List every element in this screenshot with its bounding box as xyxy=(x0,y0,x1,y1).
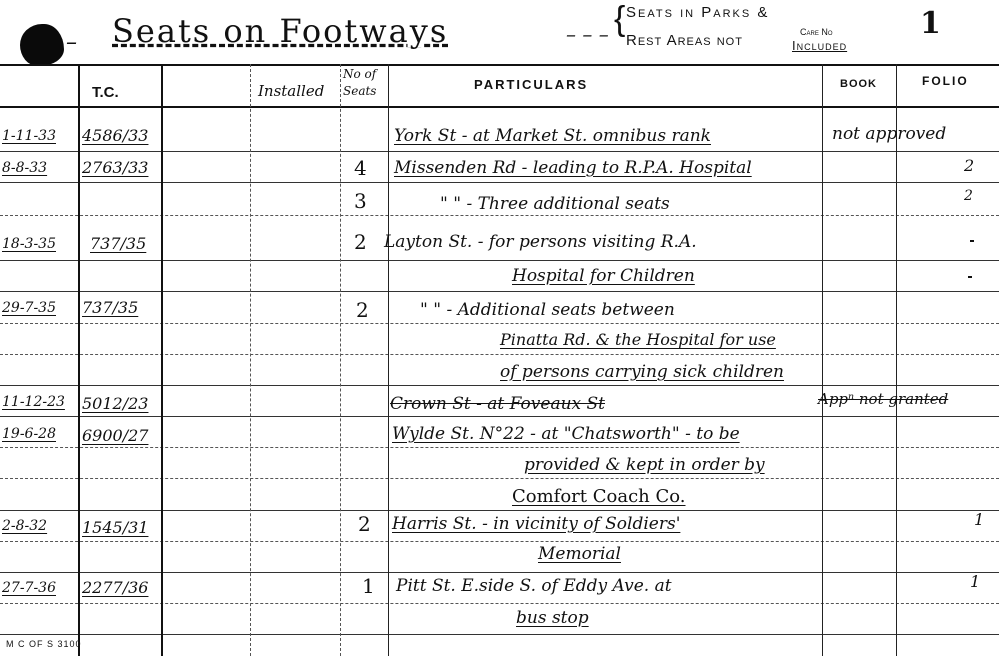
title-note-line1: Seats in Parks & xyxy=(626,4,770,21)
column-divider xyxy=(388,64,389,656)
entry-tc: 5012/23 xyxy=(82,394,149,413)
column-divider xyxy=(822,64,823,656)
header-no-of-seats: No of Seats xyxy=(343,67,377,98)
dash-mark: – xyxy=(66,30,77,55)
entry-particulars: Missenden Rd - leading to R.P.A. Hospital xyxy=(394,158,752,178)
entry-particulars: Memorial xyxy=(538,544,621,564)
entry-seats: 2 xyxy=(358,512,371,536)
title-brace: { xyxy=(614,0,626,38)
row-rule xyxy=(0,416,999,417)
header-bottom-rule xyxy=(0,106,999,108)
column-divider xyxy=(161,64,163,656)
entry-book: not approved xyxy=(832,124,947,144)
tick-mark xyxy=(970,240,974,242)
row-rule xyxy=(0,510,999,511)
entry-particulars: Wylde St. N°22 - at "Chatsworth" - to be xyxy=(392,424,740,444)
dash-mark-2: – – – xyxy=(566,22,609,46)
row-rule xyxy=(0,323,999,324)
entry-date: 11-12-23 xyxy=(2,394,65,410)
entry-tc: 2763/33 xyxy=(82,158,149,177)
entry-particulars: Comfort Coach Co. xyxy=(512,486,686,507)
title-note-care-no: Care No xyxy=(800,27,833,37)
entry-date: 27-7-36 xyxy=(2,580,56,596)
header-top-rule xyxy=(0,64,999,66)
entry-date: 2-8-32 xyxy=(2,518,48,534)
column-divider xyxy=(340,64,341,656)
entry-date: 19-6-28 xyxy=(2,426,56,442)
row-rule xyxy=(0,572,999,573)
entry-particulars: Layton St. - for persons visiting R.A. xyxy=(384,232,697,252)
entry-date: 1-11-33 xyxy=(2,128,56,144)
row-rule xyxy=(0,215,999,216)
entry-particulars: Hospital for Children xyxy=(512,266,695,286)
row-rule xyxy=(0,182,999,183)
entry-seats: 2 xyxy=(356,298,369,322)
tick-mark xyxy=(968,276,972,278)
entry-particulars: Pinatta Rd. & the Hospital for use xyxy=(500,330,776,349)
column-divider xyxy=(250,64,251,656)
header-particulars: PARTICULARS xyxy=(474,77,589,92)
entry-date: 29-7-35 xyxy=(2,300,56,316)
entry-seats: 3 xyxy=(354,189,367,213)
column-divider xyxy=(78,64,80,656)
entry-tc: 1545/31 xyxy=(82,518,149,537)
row-rule xyxy=(0,354,999,355)
header-installed: Installed xyxy=(258,82,325,100)
entry-seats: 1 xyxy=(362,574,375,598)
card-title: Seats on Footways xyxy=(112,12,449,50)
entry-seats: 2 xyxy=(354,230,367,254)
form-code: M C OF S 3100 xyxy=(6,639,82,649)
row-rule xyxy=(0,478,999,479)
row-rule xyxy=(0,385,999,386)
entry-particulars: York St - at Market St. omnibus rank xyxy=(394,126,711,146)
entry-tc: 2277/36 xyxy=(82,578,149,597)
entry-tc: 6900/27 xyxy=(82,426,149,445)
entry-folio: 1 xyxy=(974,510,985,529)
entry-particulars: Crown St - at Foveaux St xyxy=(390,394,605,414)
header-tc: T.C. xyxy=(92,84,119,101)
entry-folio: 2 xyxy=(964,156,975,175)
entry-particulars: Harris St. - in vicinity of Soldiers' xyxy=(392,514,681,534)
entry-particulars: " " - Additional seats between xyxy=(420,300,675,320)
entry-date: 18-3-35 xyxy=(2,236,56,252)
entry-particulars: Pitt St. E.side S. of Eddy Ave. at xyxy=(396,576,672,596)
title-note-included: Included xyxy=(792,38,848,53)
card-number: 1 xyxy=(920,6,941,41)
row-rule xyxy=(0,541,999,542)
entry-folio: 1 xyxy=(970,572,981,591)
entry-tc: 4586/33 xyxy=(82,126,149,145)
row-rule xyxy=(0,260,999,261)
entry-particulars: provided & kept in order by xyxy=(524,455,765,475)
entry-tc: 737/35 xyxy=(90,234,147,253)
header-book: BOOK xyxy=(840,78,877,90)
row-rule xyxy=(0,634,999,635)
row-rule xyxy=(0,291,999,292)
entry-particulars: of persons carrying sick children xyxy=(500,362,784,382)
entry-seats: 4 xyxy=(354,156,367,180)
row-rule xyxy=(0,603,999,604)
title-note-line2: Rest Areas not xyxy=(626,32,743,49)
row-rule xyxy=(0,447,999,448)
header-folio: FOLIO xyxy=(922,74,969,88)
entry-particulars: " " - Three additional seats xyxy=(440,194,670,214)
row-rule xyxy=(0,151,999,152)
column-divider xyxy=(896,64,897,656)
entry-folio: 2 xyxy=(964,188,973,204)
entry-tc: 737/35 xyxy=(82,298,139,317)
entry-book: Appⁿ not granted xyxy=(818,390,949,408)
ink-blot-icon xyxy=(20,24,64,66)
entry-date: 8-8-33 xyxy=(2,160,48,176)
entry-particulars: bus stop xyxy=(516,608,589,628)
